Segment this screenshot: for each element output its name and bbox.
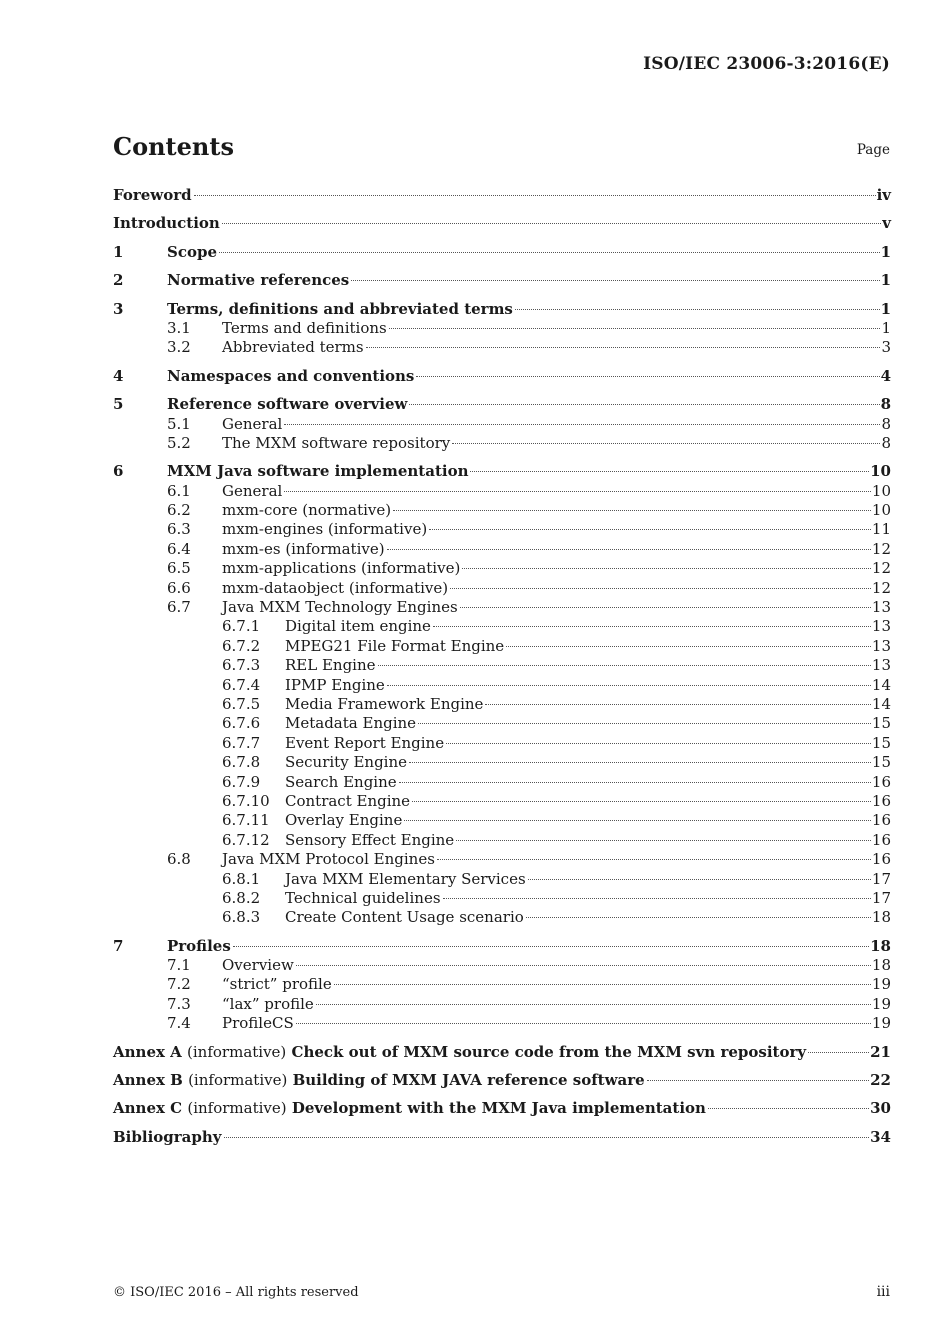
toc-entry[interactable] xyxy=(113,1043,891,1062)
toc-entry-number: 7.3 xyxy=(167,994,191,1013)
toc-entry-title: Sensory Effect Engine xyxy=(285,830,455,849)
toc-entry-number: 7.2 xyxy=(167,975,191,994)
toc-entry-title: Media Framework Engine xyxy=(285,694,484,713)
copyright-notice: © ISO/IEC 2016 – All rights reserved xyxy=(113,1285,359,1300)
toc-entry[interactable] xyxy=(113,753,891,772)
toc-entry[interactable] xyxy=(113,908,891,927)
dot-leader xyxy=(437,859,871,860)
toc-entry[interactable] xyxy=(113,415,891,434)
annex-title: Building of MXM JAVA reference software xyxy=(292,1071,645,1090)
toc-entry-page: 8 xyxy=(881,414,891,433)
toc-entry-number: 6.4 xyxy=(167,539,191,558)
dot-leader xyxy=(418,723,871,724)
toc-entry-page: 8 xyxy=(881,433,891,452)
toc-entry[interactable] xyxy=(113,395,891,414)
annex-note: (informative) xyxy=(187,1099,287,1118)
dot-leader xyxy=(224,1137,870,1138)
toc-entry[interactable] xyxy=(113,559,891,578)
dot-leader xyxy=(387,549,871,550)
toc-entry-page: 12 xyxy=(871,539,891,558)
toc-entry-page: 15 xyxy=(871,753,891,772)
toc-entry-number: 6.7.11 xyxy=(222,811,270,830)
toc-entry-page: 15 xyxy=(871,733,891,752)
toc-entry[interactable] xyxy=(113,434,891,453)
toc-entry-number: 6.8.1 xyxy=(222,869,261,888)
dot-leader xyxy=(389,328,881,329)
dot-leader xyxy=(412,801,871,802)
annex-note: (informative) xyxy=(188,1071,288,1090)
toc-entry[interactable] xyxy=(113,695,891,714)
dot-leader xyxy=(485,704,870,705)
toc-entry-title xyxy=(113,1043,806,1062)
toc-entry-page: 3 xyxy=(881,338,891,357)
toc-entry-title: ProfileCS xyxy=(222,1014,294,1033)
toc-entry[interactable] xyxy=(113,214,891,233)
toc-entry-title: The MXM software repository xyxy=(222,433,451,452)
toc-entry-number: 6.7.6 xyxy=(222,714,261,733)
toc-entry[interactable] xyxy=(113,637,891,656)
dot-leader xyxy=(452,443,880,444)
toc-entry-title: Foreword xyxy=(113,186,192,204)
toc-entry-page: 18 xyxy=(871,956,891,975)
toc-entry-page: 12 xyxy=(871,578,891,597)
annex-title: Development with the MXM Java implementation xyxy=(291,1099,706,1118)
toc-entry[interactable] xyxy=(113,367,891,386)
annex-label: Annex B xyxy=(113,1071,183,1090)
toc-entry-title: General xyxy=(222,481,283,500)
dot-leader xyxy=(515,309,880,310)
toc-entry-page: 1 xyxy=(880,271,891,290)
toc-entry-title: Overview xyxy=(222,956,294,975)
dot-leader xyxy=(506,646,871,647)
table-of-contents xyxy=(113,186,891,1147)
toc-entry-page: iv xyxy=(876,186,891,204)
dot-leader xyxy=(460,607,871,608)
toc-entry-title: IPMP Engine xyxy=(285,675,385,694)
toc-entry-title: MPEG21 File Format Engine xyxy=(285,636,505,655)
toc-entry[interactable] xyxy=(113,676,891,695)
toc-entry-title: Bibliography xyxy=(113,1127,222,1146)
dot-leader xyxy=(647,1080,869,1081)
toc-entry-number: 6.8.2 xyxy=(222,888,261,907)
toc-entry-number: 6 xyxy=(113,462,124,481)
dot-leader xyxy=(450,588,871,589)
dot-leader xyxy=(399,782,871,783)
toc-entry-page: 16 xyxy=(871,791,891,810)
toc-entry-page: 19 xyxy=(871,1014,891,1033)
dot-leader xyxy=(366,347,881,348)
dot-leader xyxy=(284,491,871,492)
toc-entry-number: 6.8.3 xyxy=(222,908,261,927)
toc-entry[interactable] xyxy=(113,792,891,811)
toc-entry[interactable] xyxy=(113,995,891,1014)
toc-entry-page: 17 xyxy=(871,888,891,907)
toc-entry-title: mxm-engines (informative) xyxy=(222,520,428,539)
toc-entry-page: 13 xyxy=(871,617,891,636)
toc-entry-title xyxy=(113,1071,645,1090)
toc-entry-title: Abbreviated terms xyxy=(222,338,364,357)
toc-entry-title: Metadata Engine xyxy=(285,714,417,733)
toc-entry-number: 6.7.2 xyxy=(222,636,261,655)
toc-entry-number: 6.7.1 xyxy=(222,617,261,636)
toc-entry-title: Event Report Engine xyxy=(285,733,445,752)
toc-entry-page: 13 xyxy=(871,598,891,617)
toc-entry-number: 5 xyxy=(113,395,124,414)
toc-entry-page: 30 xyxy=(870,1099,891,1118)
toc-entry[interactable] xyxy=(113,773,891,792)
toc-entry[interactable] xyxy=(113,850,891,869)
toc-entry-page: 17 xyxy=(871,869,891,888)
toc-entry-number: 6.7 xyxy=(167,598,191,617)
toc-entry-page: 1 xyxy=(880,242,891,261)
dot-leader xyxy=(443,898,871,899)
page-column-label: Page xyxy=(856,142,890,158)
toc-entry-number: 6.2 xyxy=(167,501,191,520)
toc-entry-number: 1 xyxy=(113,242,124,261)
toc-entry-page: 22 xyxy=(870,1071,891,1090)
toc-entry-number: 3.2 xyxy=(167,338,191,357)
toc-entry[interactable] xyxy=(113,617,891,636)
dot-leader xyxy=(404,820,871,821)
dot-leader xyxy=(296,1023,871,1024)
toc-entry-title: Security Engine xyxy=(285,753,407,772)
dot-leader xyxy=(296,965,871,966)
toc-entry-page: 19 xyxy=(871,994,891,1013)
toc-entry-page: 10 xyxy=(871,481,891,500)
page-number: iii xyxy=(876,1284,890,1300)
toc-entry[interactable] xyxy=(113,540,891,559)
toc-entry-page: 12 xyxy=(871,559,891,578)
toc-entry-title: Search Engine xyxy=(285,772,397,791)
toc-entry-page: v xyxy=(882,214,891,233)
dot-leader xyxy=(416,376,879,377)
toc-entry-page: 4 xyxy=(880,366,891,385)
toc-entry-page: 21 xyxy=(870,1042,891,1061)
dot-leader xyxy=(808,1052,869,1053)
toc-entry-number: 7 xyxy=(113,936,124,955)
toc-entry[interactable] xyxy=(113,714,891,733)
toc-entry-page: 18 xyxy=(871,908,891,927)
toc-entry-page: 14 xyxy=(871,694,891,713)
dot-leader xyxy=(316,1004,871,1005)
toc-entry[interactable] xyxy=(113,1014,891,1033)
toc-entry[interactable] xyxy=(113,956,891,975)
toc-entry[interactable] xyxy=(113,300,891,319)
toc-entry-title: Technical guidelines xyxy=(285,888,441,907)
toc-entry[interactable] xyxy=(113,520,891,539)
toc-entry[interactable] xyxy=(113,598,891,617)
dot-leader xyxy=(393,510,871,511)
dot-leader xyxy=(222,223,881,224)
toc-entry-title: Terms, definitions and abbreviated terms xyxy=(167,299,513,318)
toc-entry-title: Terms and definitions xyxy=(222,318,387,337)
toc-entry[interactable] xyxy=(113,319,891,338)
dot-leader xyxy=(351,280,879,281)
annex-note: (informative) xyxy=(187,1042,287,1061)
toc-entry-title: Java MXM Elementary Services xyxy=(285,869,526,888)
dot-leader xyxy=(409,404,879,405)
toc-entry-number: 6.3 xyxy=(167,520,191,539)
toc-entry-title: Contract Engine xyxy=(285,791,411,810)
toc-entry-page: 1 xyxy=(881,318,891,337)
toc-entry-number: 6.7.8 xyxy=(222,753,261,772)
toc-entry-title: REL Engine xyxy=(285,656,376,675)
dot-leader xyxy=(528,879,871,880)
toc-entry-page: 16 xyxy=(871,830,891,849)
toc-entry-title: mxm-applications (informative) xyxy=(222,559,461,578)
toc-entry-page: 34 xyxy=(870,1127,891,1146)
toc-entry-number: 7.4 xyxy=(167,1014,191,1033)
toc-entry[interactable] xyxy=(113,579,891,598)
toc-entry[interactable] xyxy=(113,501,891,520)
toc-entry-page: 19 xyxy=(871,975,891,994)
toc-entry-number: 6.7.12 xyxy=(222,830,270,849)
toc-entry-title: Profiles xyxy=(167,936,231,955)
toc-entry-number: 3 xyxy=(113,299,124,318)
toc-entry-title xyxy=(113,1099,706,1118)
toc-entry[interactable] xyxy=(113,243,891,262)
dot-leader xyxy=(233,946,869,947)
toc-entry-title: Create Content Usage scenario xyxy=(285,908,524,927)
toc-entry-page: 8 xyxy=(880,395,891,414)
dot-leader xyxy=(470,471,869,472)
toc-entry-title: Reference software overview xyxy=(167,395,408,414)
toc-entry[interactable] xyxy=(113,338,891,357)
toc-entry-number: 7.1 xyxy=(167,956,191,975)
toc-entry-number: 6.8 xyxy=(167,850,191,869)
dot-leader xyxy=(526,917,871,918)
annex-label: Annex C xyxy=(113,1099,183,1118)
toc-entry[interactable] xyxy=(113,937,891,956)
dot-leader xyxy=(219,252,880,253)
toc-entry-number: 6.7.7 xyxy=(222,733,261,752)
toc-entry-title: “strict” profile xyxy=(222,975,332,994)
toc-entry-title: MXM Java software implementation xyxy=(167,462,469,481)
toc-entry[interactable] xyxy=(113,186,891,205)
toc-entry-title: Introduction xyxy=(113,214,220,233)
dot-leader xyxy=(462,568,871,569)
toc-entry-number: 4 xyxy=(113,366,124,385)
toc-entry-number: 6.7.3 xyxy=(222,656,261,675)
toc-entry[interactable] xyxy=(113,811,891,830)
toc-entry-title: Overlay Engine xyxy=(285,811,403,830)
document-id-header: ISO/IEC 23006-3:2016(E) xyxy=(643,54,890,74)
toc-entry[interactable] xyxy=(113,482,891,501)
toc-entry-page: 10 xyxy=(871,501,891,520)
toc-entry-number: 6.5 xyxy=(167,559,191,578)
toc-entry[interactable] xyxy=(113,656,891,675)
toc-entry-number: 6.7.4 xyxy=(222,675,261,694)
toc-entry-title: mxm-dataobject (informative) xyxy=(222,578,449,597)
toc-entry-title: Normative references xyxy=(167,271,350,290)
toc-entry-page: 16 xyxy=(871,772,891,791)
page-title: Contents xyxy=(113,132,234,161)
toc-entry-page: 13 xyxy=(871,656,891,675)
toc-entry-title: General xyxy=(222,414,283,433)
dot-leader xyxy=(456,840,871,841)
dot-leader xyxy=(378,665,871,666)
toc-entry[interactable] xyxy=(113,831,891,850)
toc-entry-title: Java MXM Technology Engines xyxy=(222,598,458,617)
toc-entry-page: 11 xyxy=(871,520,891,539)
toc-entry[interactable] xyxy=(113,1099,891,1118)
dot-leader xyxy=(409,762,871,763)
toc-entry[interactable] xyxy=(113,462,891,481)
toc-entry-title: Scope xyxy=(167,242,218,261)
toc-entry-number: 5.1 xyxy=(167,414,191,433)
dot-leader xyxy=(284,424,880,425)
toc-entry-number: 6.6 xyxy=(167,578,191,597)
toc-entry[interactable] xyxy=(113,870,891,889)
toc-entry-title: Namespaces and conventions xyxy=(167,366,415,385)
toc-entry-page: 16 xyxy=(871,811,891,830)
toc-entry[interactable] xyxy=(113,1128,891,1147)
annex-label: Annex A xyxy=(113,1042,182,1061)
dot-leader xyxy=(708,1108,869,1109)
toc-entry-page: 16 xyxy=(871,850,891,869)
toc-entry-number: 2 xyxy=(113,271,124,290)
toc-entry-page: 14 xyxy=(871,675,891,694)
dot-leader xyxy=(433,626,871,627)
toc-entry-page: 1 xyxy=(880,299,891,318)
toc-entry-number: 3.1 xyxy=(167,318,191,337)
toc-entry[interactable] xyxy=(113,734,891,753)
toc-entry-title: mxm-es (informative) xyxy=(222,539,385,558)
toc-entry-title: Java MXM Protocol Engines xyxy=(222,850,435,869)
toc-entry-page: 15 xyxy=(871,714,891,733)
dot-leader xyxy=(334,984,871,985)
toc-entry-page: 10 xyxy=(870,462,891,481)
toc-entry[interactable] xyxy=(113,975,891,994)
dot-leader xyxy=(446,743,871,744)
toc-entry[interactable] xyxy=(113,889,891,908)
toc-entry-title: mxm-core (normative) xyxy=(222,501,392,520)
toc-entry-number: 5.2 xyxy=(167,433,191,452)
toc-entry-number: 6.7.5 xyxy=(222,694,261,713)
dot-leader xyxy=(194,195,876,196)
toc-entry-title: Digital item engine xyxy=(285,617,431,636)
toc-entry-page: 13 xyxy=(871,636,891,655)
toc-entry-number: 6.1 xyxy=(167,481,191,500)
dot-leader xyxy=(429,529,871,530)
toc-entry-title: “lax” profile xyxy=(222,994,314,1013)
toc-entry[interactable] xyxy=(113,271,891,290)
toc-entry-number: 6.7.10 xyxy=(222,791,270,810)
toc-entry-page: 18 xyxy=(870,936,891,955)
dot-leader xyxy=(387,685,871,686)
toc-entry[interactable] xyxy=(113,1071,891,1090)
toc-entry-number: 6.7.9 xyxy=(222,772,261,791)
annex-title: Check out of MXM source code from the MXM svn repository xyxy=(291,1042,807,1061)
